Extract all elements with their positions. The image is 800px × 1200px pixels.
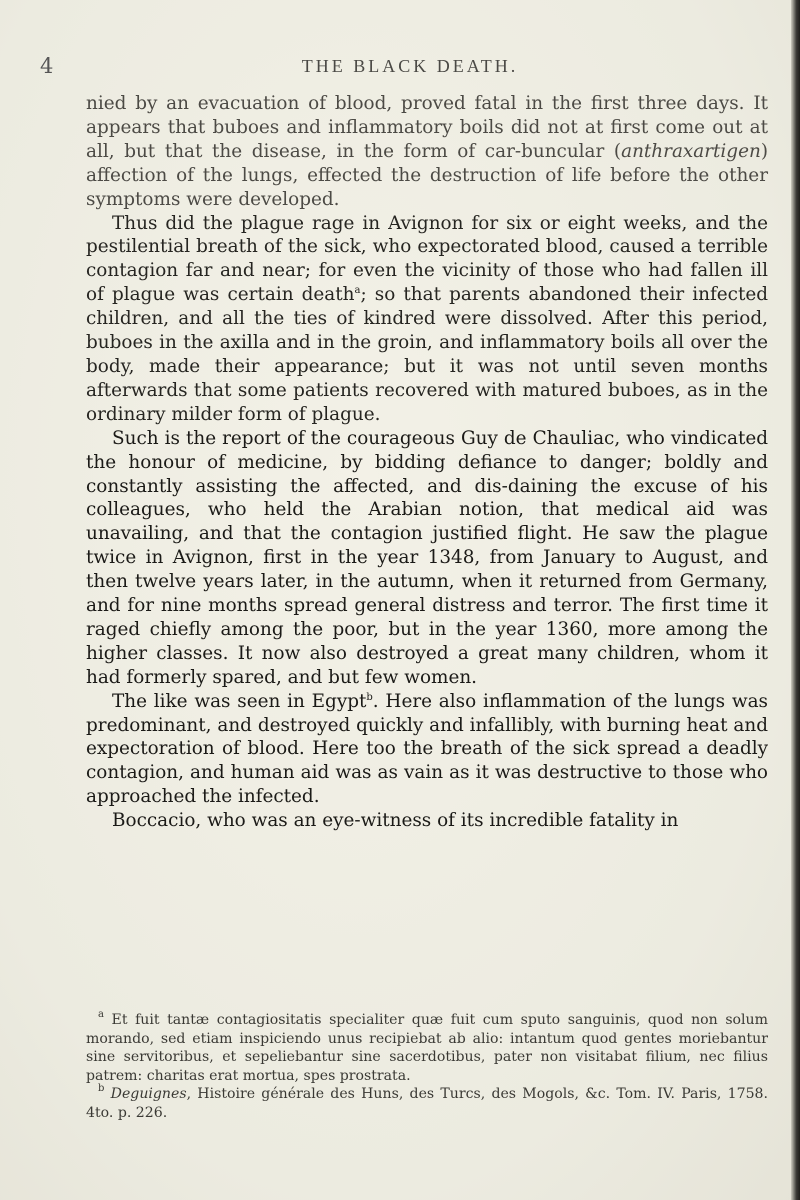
paragraph-1-text-a: nied by an evacuation of blood, proved fatal in the first three days. It appears that buboes and inflammatory boils did not at first come out at all, but that the disease, in the form of car-buncular ( — [86, 93, 768, 162]
paragraph-2-text-b: ; so that parents abandoned their infected children, and all the ties of kindred were dissolved. After this period, buboes in the axilla and in the groin, and inflammatory boils all over the body, made their appearance; but it was not until seven months afterwards that some patients recovered with matured buboes, as in the ordinary milder form of plague. — [86, 284, 768, 425]
paragraph-2-text-a: Thus did the plague rage in Avignon for six or eight weeks, and the pestilential breath of the sick, who expectorated blood, caused a terrible contagion far and near; for even the vicinity of those who had fallen ill of plague was certain death — [86, 212, 768, 306]
paragraph-4-text-a: The like was seen in Egypt — [112, 690, 367, 712]
footnote-a-mark: a — [98, 1009, 104, 1020]
footnote-a-text: Et fuit tantæ contagiositatis specialiter quæ fuit cum sputo sanguinis, quod non solum morando, sed etiam inspiciendo unus recipiebat ab alio: intantum quod gentes moriebantur sine servitoribus, et sepeliebantur sine sacerdotibus, pater non visitabat filium, nec filius patrem: charitas erat mortua, spes prostrata. — [86, 1012, 768, 1084]
running-head: THE BLACK DEATH. — [301, 56, 519, 76]
footnote-b-mark: b — [98, 1083, 105, 1094]
paragraph-1-text-c: ) affection of the lungs, effected the destruction of life before the other symptoms were developed. — [86, 140, 768, 210]
footnote-b-text: , Histoire générale des Huns, des Turcs, des Mogols, &c. Tom. IV. Paris, 1758. 4to. p. 226. — [86, 1086, 768, 1121]
page-edge-shadow — [791, 0, 800, 1200]
paragraph-1 — [86, 92, 768, 212]
page-number: 4 — [40, 54, 54, 78]
footnote-ref-b: b — [366, 691, 373, 703]
footnote-ref-a: a — [354, 285, 361, 297]
paragraph-3: Such is the report of the courageous Guy de Chauliac, who vindicated the honour of medicine, by bidding defiance to danger; boldly and constantly assisting the affected, and dis-daining the excuse of his colleagues, who held the Arabian notion, that medical aid was unavailing, and that the contagion justified flight. He saw the plague twice in Avignon, first in the year 1348, from January to August, and then twelve years later, in the autumn, when it returned from Germany, and for nine months spread general distress and terror. The first time it raged chiefly among the poor, but in the year 1360, more among the higher classes. It now also destroyed a great many children, whom it had formerly spared, and but few women. — [86, 427, 768, 688]
paragraph-2 — [86, 212, 768, 427]
footnote-b-author: Deguignes — [110, 1086, 187, 1102]
paragraph-4 — [86, 690, 768, 810]
paragraph-1-term: anthraxartigen — [621, 140, 761, 162]
footnotes — [86, 1011, 768, 1122]
footnote-a — [86, 1011, 768, 1085]
paragraph-4-text-b: . Here also inflammation of the lungs was predominant, and destroyed quickly and infallibly, with burning heat and expectoration of blood. Here too the breath of the sick spread a deadly contagion, and human aid was as vain as it was destructive to those who approached the infected. — [86, 690, 768, 808]
footnote-b — [86, 1085, 768, 1122]
page-header — [40, 56, 780, 86]
main-text — [86, 92, 768, 833]
paragraph-5: Boccacio, who was an eye-witness of its incredible fatality in — [112, 810, 679, 832]
